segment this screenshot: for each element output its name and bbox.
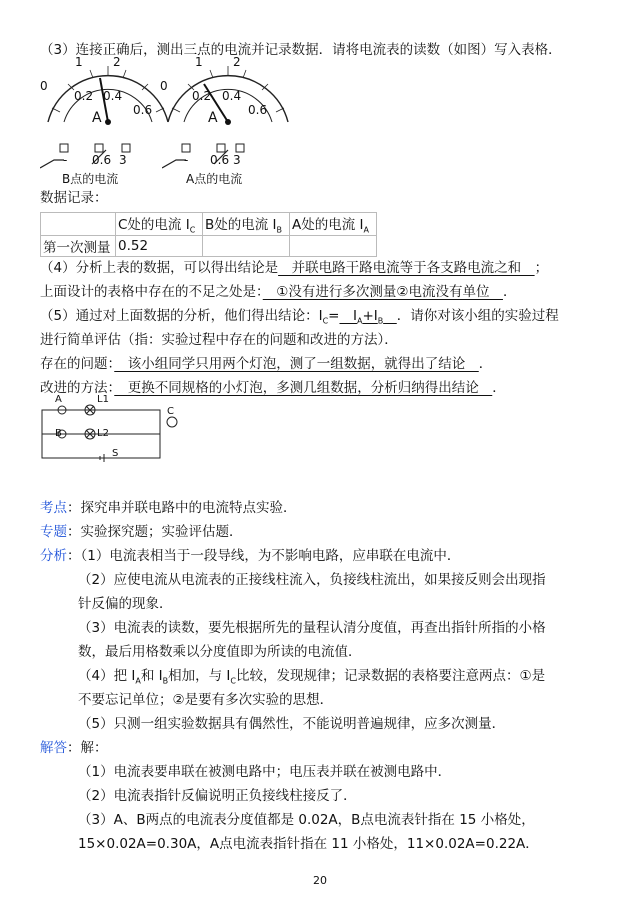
fenxi-label: 分析 [40, 548, 67, 564]
circuit-label-s: S [112, 448, 119, 459]
circuit-label-a: A [55, 394, 62, 405]
q5-eq: = [328, 308, 340, 324]
improve-line [40, 378, 506, 398]
q5-answer [339, 308, 396, 324]
meter-b-symbol: A [92, 110, 102, 126]
problem-line [40, 354, 492, 374]
improve-answer: 更换不同规格的小灯泡，多测几组数据，分析归纳得出结论 [114, 380, 493, 396]
fenxi-line-2a: （2）应使电流从电流表的正接线柱流入，负接线柱流出，如果接反则会出现指 [78, 572, 546, 588]
header-text: B处的电流 I [205, 217, 277, 233]
jieda-line-2: （2）电流表指针反偏说明正负接线柱接反了． [78, 788, 357, 804]
fenxi-line-3a: （3）电流表的读数，要先根据所先的量程认清分度值，再查出指针所指的小格 [78, 620, 546, 636]
table-cell: 第一次测量 [41, 235, 116, 256]
meter-b-terminal-3: 3 [119, 153, 127, 167]
q5-sub-b: B [377, 316, 384, 326]
kaodian-line [40, 498, 297, 518]
q5-sub-c: C [322, 316, 329, 326]
header-text: A处的电流 I [292, 217, 364, 233]
problem-punct: ． [478, 356, 493, 372]
header-text: C处的电流 I [118, 217, 190, 233]
meter-a-symbol: A [208, 110, 218, 126]
q5-ans-end [383, 308, 397, 324]
fenxi4-sub-b: B [162, 676, 169, 686]
meter-b-caption: B点的电流 [62, 172, 119, 186]
meter-a-terminal-3: 3 [233, 153, 241, 167]
q4-text-2: 上面设计的表格中存在的不足之处是： [40, 284, 263, 300]
q4-answer-2: ①没有进行多次测量②电流没有单位 [262, 284, 503, 300]
question-4-line2 [40, 282, 516, 302]
page-number: 20 [313, 874, 327, 887]
meter-a-label-2: 2 [233, 55, 241, 69]
q5-text: （5）通过对上面数据的分析，他们得出结论：I [40, 308, 323, 324]
meter-a-label-02: 0.2 [192, 89, 212, 103]
circuit-label-l1: L1 [97, 394, 109, 405]
question-3: （3）连接正确后，测出三点的电流并记录数据．请将电流表的读数（如图）写入表格． [40, 42, 562, 58]
meter-a-terminal-06: 0.6 [210, 153, 230, 167]
fenxi4-end: 比较，发现规律；记录数据的表格要注意两点：①是 [236, 668, 546, 684]
circuit-label-l2: L2 [97, 428, 109, 439]
zhuanti-line [40, 522, 243, 542]
data-table [40, 212, 377, 257]
table-cell: 0.52 [116, 235, 203, 256]
meter-b-terminal-neg: - [63, 153, 68, 167]
table-header-cell [41, 213, 116, 236]
meter-b-label-04: 0.4 [103, 89, 123, 103]
jieda-line-1: （1）电流表要串联在被测电路中；电压表并联在被测电路中． [78, 764, 452, 780]
jieda-line-3a: （3）A、B两点的电流表分度值都是 0.02A，B点电流表针指在 15 小格处， [78, 812, 535, 828]
q4-punct-2: ． [502, 284, 517, 300]
header-sub: C [189, 225, 196, 235]
header-sub: A [363, 225, 369, 235]
kaodian-label: 考点 [40, 500, 67, 516]
fenxi-text-1: ：（1）电流表相当于一段导线，为不影响电路，应串联在电流中． [67, 548, 461, 564]
fenxi-line-1 [40, 546, 460, 566]
fenxi4-sub-c: C [230, 676, 237, 686]
jieda-text: ：解： [67, 740, 108, 756]
circuit-label-c: C [167, 406, 174, 417]
meter-a-caption: A点的电流 [186, 172, 243, 186]
jieda-line-3b: 15×0.02A=0.30A，A点电流表指针指在 11 小格处，11×0.02A=0.22A． [78, 836, 539, 852]
fenxi4-text: （4）把 I [78, 668, 136, 684]
meter-b-label-1: 1 [75, 55, 83, 69]
q5-ans-i: I [339, 308, 357, 324]
problem-answer: 该小组同学只用两个灯泡，测了一组数据，就得出了结论 [114, 356, 479, 372]
table-cell [203, 235, 290, 256]
circuit-diagram [40, 394, 190, 464]
meter-b-label-06: 0.6 [133, 103, 153, 117]
problem-label: 存在的问题： [40, 356, 115, 372]
table-header-cell [116, 213, 203, 236]
improve-punct: ． [492, 380, 506, 396]
improve-label: 改进的方法： [40, 380, 115, 396]
fenxi4-mid2: 相加，与 I [168, 668, 231, 684]
q5-plus: +I [362, 308, 378, 324]
fenxi4-sub-a: A [135, 676, 141, 686]
data-record-label: 数据记录： [40, 190, 108, 206]
fenxi-line-4b: 不要忘记单位；②是要有多次实验的思想． [78, 692, 334, 708]
meter-b-terminal-06: 0.6 [92, 153, 112, 167]
header-sub: B [276, 225, 283, 235]
fenxi4-mid: 和 I [140, 668, 163, 684]
table-header-cell [290, 213, 377, 236]
question-5-line2: 进行简单评估（指：实验过程中存在的问题和改进的方法）． [40, 332, 398, 348]
meter-a-label-1: 1 [195, 55, 203, 69]
q4-punct: ； [534, 260, 549, 276]
meter-a-label-04: 0.4 [222, 89, 242, 103]
question-5-line1 [40, 306, 559, 332]
meter-a-label-0b: 0 [160, 79, 168, 93]
q4-answer-1: 并联电路干路电流等于各支路电流之和 [278, 260, 535, 276]
meter-a-label-06: 0.6 [248, 103, 268, 117]
meter-b-label-2: 2 [113, 55, 121, 69]
fenxi-line-3b: 数，最后用格数乘以分度值即为所读的电流值． [78, 644, 362, 660]
meter-b-label-02: 0.2 [74, 89, 94, 103]
table-row [41, 235, 377, 256]
kaodian-text: ：探究串并联电路中的电流特点实验． [67, 500, 297, 516]
table-header-cell [203, 213, 290, 236]
fenxi-line-2b: 针反偏的现象． [78, 596, 173, 612]
fenxi-line-4a [78, 666, 545, 692]
jieda-label: 解答 [40, 740, 67, 756]
table-header-row [41, 213, 377, 236]
jieda-line [40, 738, 108, 758]
q5-text-b: ．请你对该小组的实验过程 [396, 308, 559, 324]
fenxi-line-5: （5）只测一组实验数据具有偶然性，不能说明普遍规律，应多次测量． [78, 716, 506, 732]
zhuanti-label: 专题 [40, 524, 67, 540]
question-4-line1 [40, 258, 548, 278]
q5-sub-a: A [356, 316, 363, 326]
q4-text: （4）分析上表的数据，可以得出结论是 [40, 260, 279, 276]
table-cell [290, 235, 377, 256]
meter-b-label-0b: 0 [40, 79, 48, 93]
zhuanti-text: ：实验探究题；实验评估题． [67, 524, 243, 540]
circuit-label-b: B [55, 428, 62, 439]
meter-a-terminal-neg: - [184, 153, 189, 167]
